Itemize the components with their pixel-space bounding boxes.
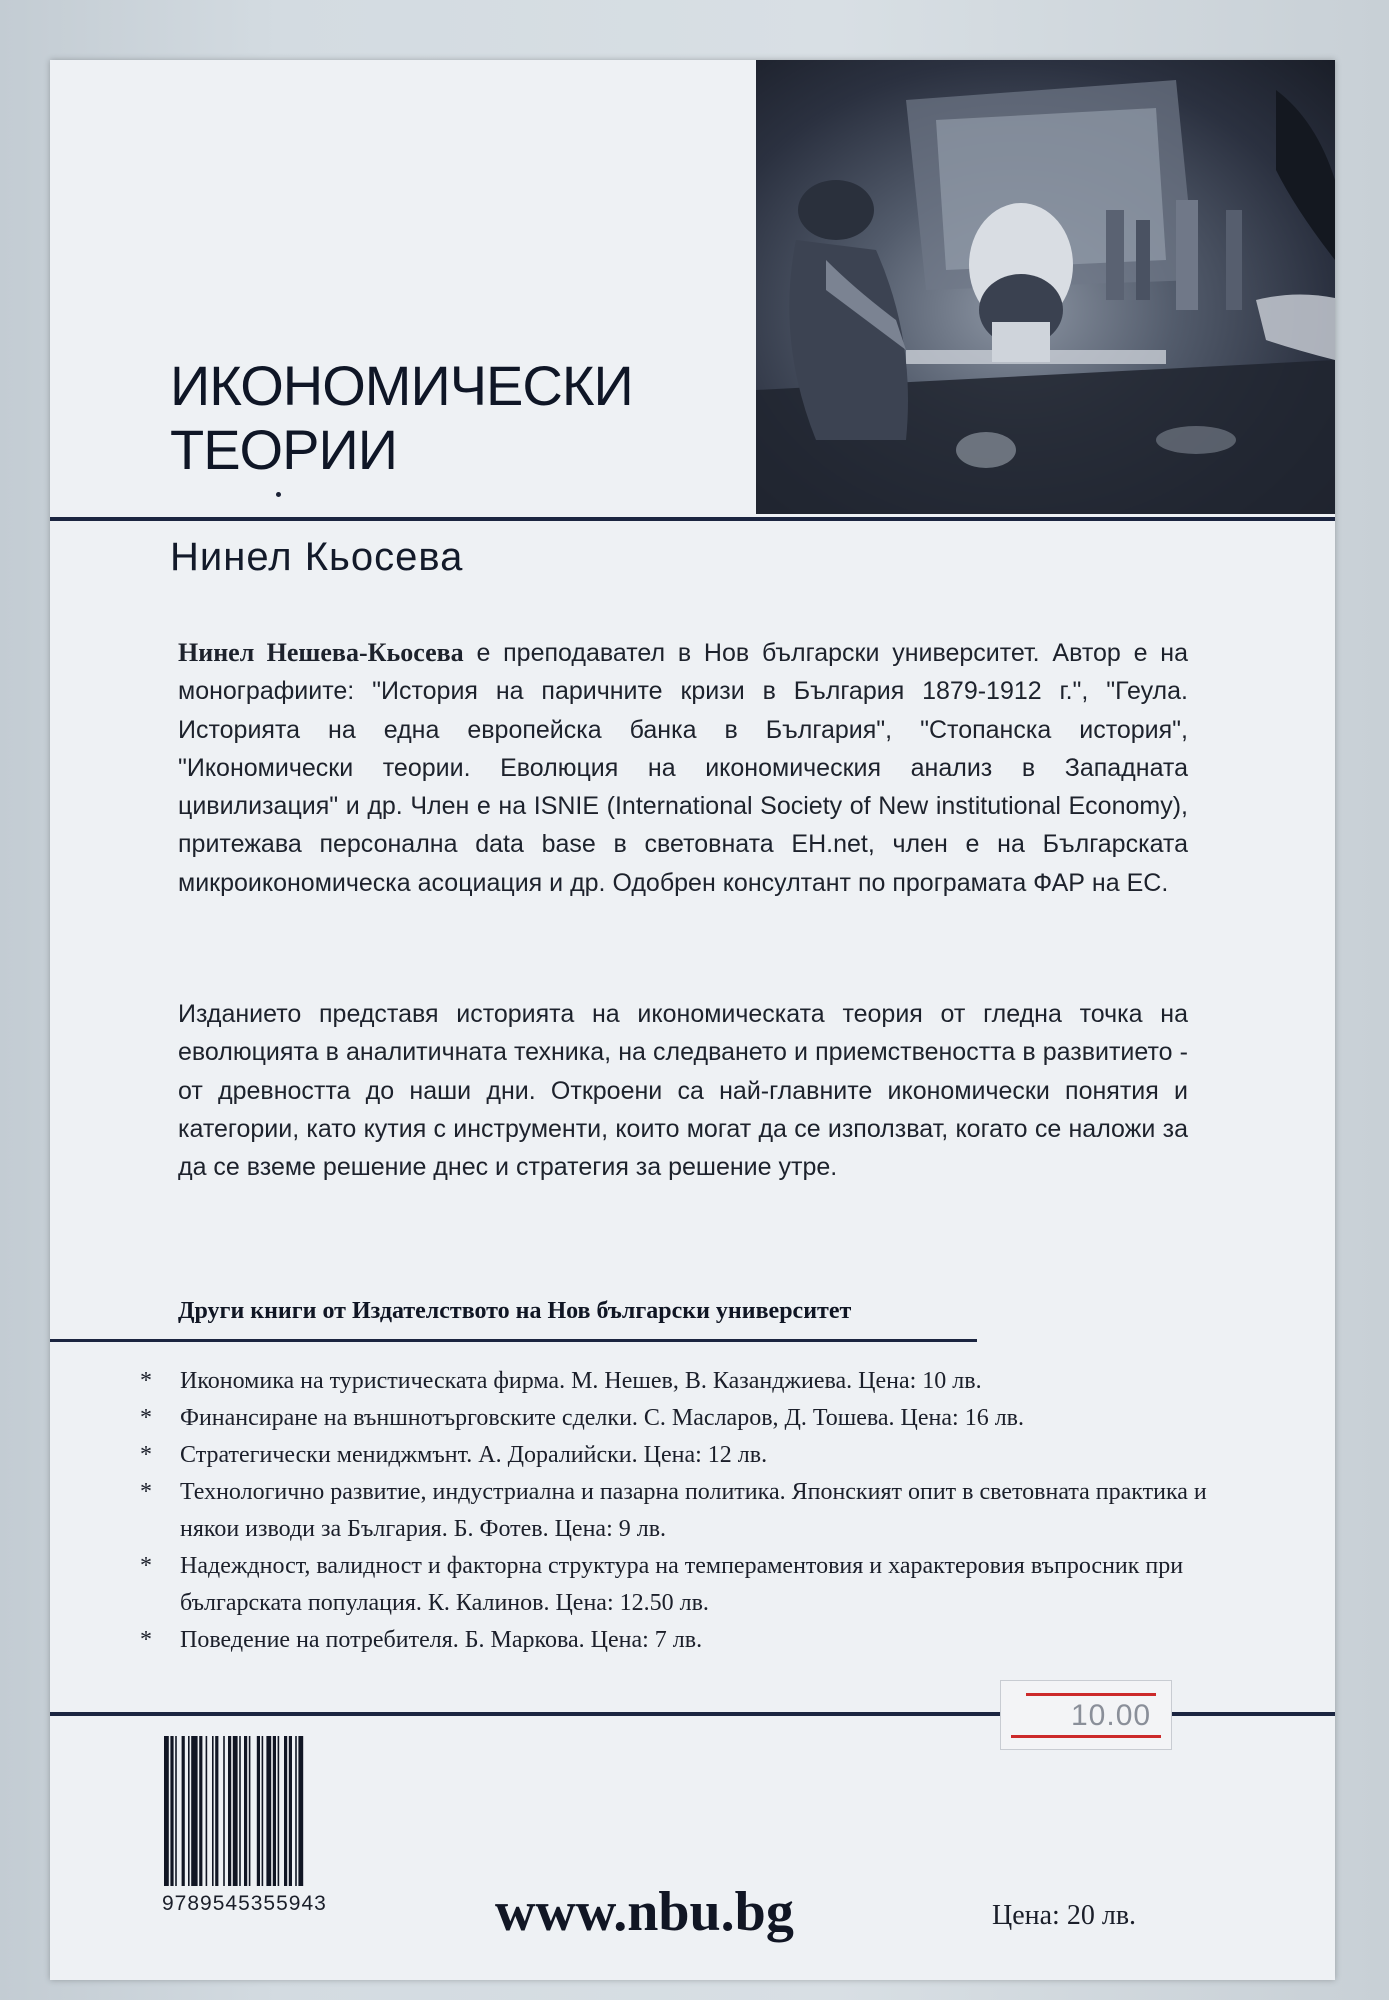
sticker-strike-top xyxy=(1026,1693,1156,1696)
barcode-bar xyxy=(212,1736,214,1886)
author-bio-text: е преподавател в Нов български университет. Автор е на монографиите: "История на паричните кризи в България 1879-1912 г.", "Геула. Историята на една европейска банка в България", "Стопанска история", "Икономически теории. Еволюция на икономическия анализ в Западната цивилизация" и др. Член е на ISNIE (International Society of New institutional Economy), притежава персонална data base в световната EH.net, член е на Българската микроикономическа асоциация и др. Одобрен консултант по програмата ФАР на ЕС. xyxy=(178,639,1188,897)
list-item xyxy=(140,1437,1260,1474)
barcode-bar xyxy=(223,1736,225,1886)
barcode-bar xyxy=(239,1736,241,1886)
list-item xyxy=(140,1363,1260,1400)
barcode-bar xyxy=(257,1736,260,1886)
book-entry: Технологично развитие, индустриална и пазарна политика. Японският опит в световната практика и някои изводи за България. Б. Фотев. Цена: 9 лв. xyxy=(180,1479,1207,1542)
author-bio xyxy=(178,634,1188,902)
publisher-website: www.nbu.bg xyxy=(495,1881,794,1943)
author-bio-name: Нинел Нешева-Кьосева xyxy=(178,638,464,667)
book-title-line-1: ИКОНОМИЧЕСКИ xyxy=(170,354,633,417)
book-price: Цена: 20 лв. xyxy=(992,1900,1137,1931)
book-description: Изданието представя историята на икономическата теория от гледна точка на еволюцията в аналитичната техника, на следването и приемствеността в развитието - от древността до наши дни. Откроени са най-главните икономически понятия и категории, като кутия с инструменти, които могат да се използват, когато се наложи за да се вземе решение днес и стратегия за решение утре. xyxy=(178,1000,1188,1182)
barcode-bar xyxy=(284,1736,287,1886)
divider-middle xyxy=(50,1339,977,1342)
barcode-bar xyxy=(262,1736,264,1886)
barcode-bar xyxy=(215,1736,218,1886)
book-entry: Икономика на туристическата фирма. М. Нешев, В. Казанджиева. Цена: 10 лв. xyxy=(180,1368,982,1394)
barcode-bar xyxy=(233,1736,238,1886)
list-item xyxy=(140,1400,1260,1437)
barcode-bar xyxy=(182,1736,185,1886)
list-item xyxy=(140,1474,1260,1548)
bullet-star: * xyxy=(140,1368,152,1394)
sticker-strike-bottom xyxy=(1011,1735,1161,1738)
author-name: Нинел Кьосева xyxy=(170,535,464,579)
barcode-bar xyxy=(273,1736,276,1886)
cover-painting xyxy=(756,60,1335,514)
barcode xyxy=(162,1736,408,1886)
barcode-bar xyxy=(244,1736,247,1886)
barcode-bar xyxy=(289,1736,292,1886)
barcode-bar xyxy=(188,1736,190,1886)
book-entry: Надеждност, валидност и факторна структура на темпераментовия и характеровия въпросник при българската популация. К. Калинов. Цена: 12.50 лв. xyxy=(180,1553,1184,1616)
price-sticker xyxy=(1000,1680,1172,1750)
barcode-bar xyxy=(170,1736,173,1886)
barcode-bar xyxy=(175,1736,177,1886)
bullet-star: * xyxy=(140,1442,152,1468)
book-back-cover xyxy=(50,60,1335,1980)
divider-top xyxy=(50,517,1335,521)
barcode-bar xyxy=(199,1736,202,1886)
barcode-bar xyxy=(278,1736,280,1886)
barcode-bar xyxy=(295,1736,297,1886)
decorative-dot xyxy=(276,492,281,497)
book-entry: Поведение на потребителя. Б. Маркова. Цена: 7 лв. xyxy=(180,1627,703,1653)
book-title xyxy=(170,354,633,482)
bullet-star: * xyxy=(140,1405,152,1431)
barcode-bar xyxy=(298,1736,303,1886)
barcode-bar xyxy=(249,1736,251,1886)
book-entry: Стратегически мениджмънт. А. Доралийски. Цена: 12 лв. xyxy=(180,1442,768,1468)
other-books-list xyxy=(140,1363,1260,1659)
book-title-line-2: ТЕОРИИ xyxy=(170,418,397,481)
surreal-painting-illustration xyxy=(756,60,1335,514)
isbn-number: 9789545355943 xyxy=(162,1892,327,1915)
book-entry: Финансиране на външнотърговските сделки. С. Масларов, Д. Тошева. Цена: 16 лв. xyxy=(180,1405,1025,1431)
barcode-bar xyxy=(191,1736,197,1886)
barcode-bar xyxy=(206,1736,208,1886)
bullet-star: * xyxy=(140,1553,152,1579)
barcode-bar xyxy=(266,1736,271,1886)
list-item xyxy=(140,1548,1260,1622)
list-item xyxy=(140,1622,1260,1659)
sticker-price: 10.00 xyxy=(1071,1699,1152,1732)
barcode-bar xyxy=(228,1736,231,1886)
bullet-star: * xyxy=(140,1627,152,1653)
barcode-bar xyxy=(164,1736,169,1886)
bullet-star: * xyxy=(140,1479,152,1505)
other-books-heading: Други книги от Издателството на Нов български университет xyxy=(178,1298,852,1324)
